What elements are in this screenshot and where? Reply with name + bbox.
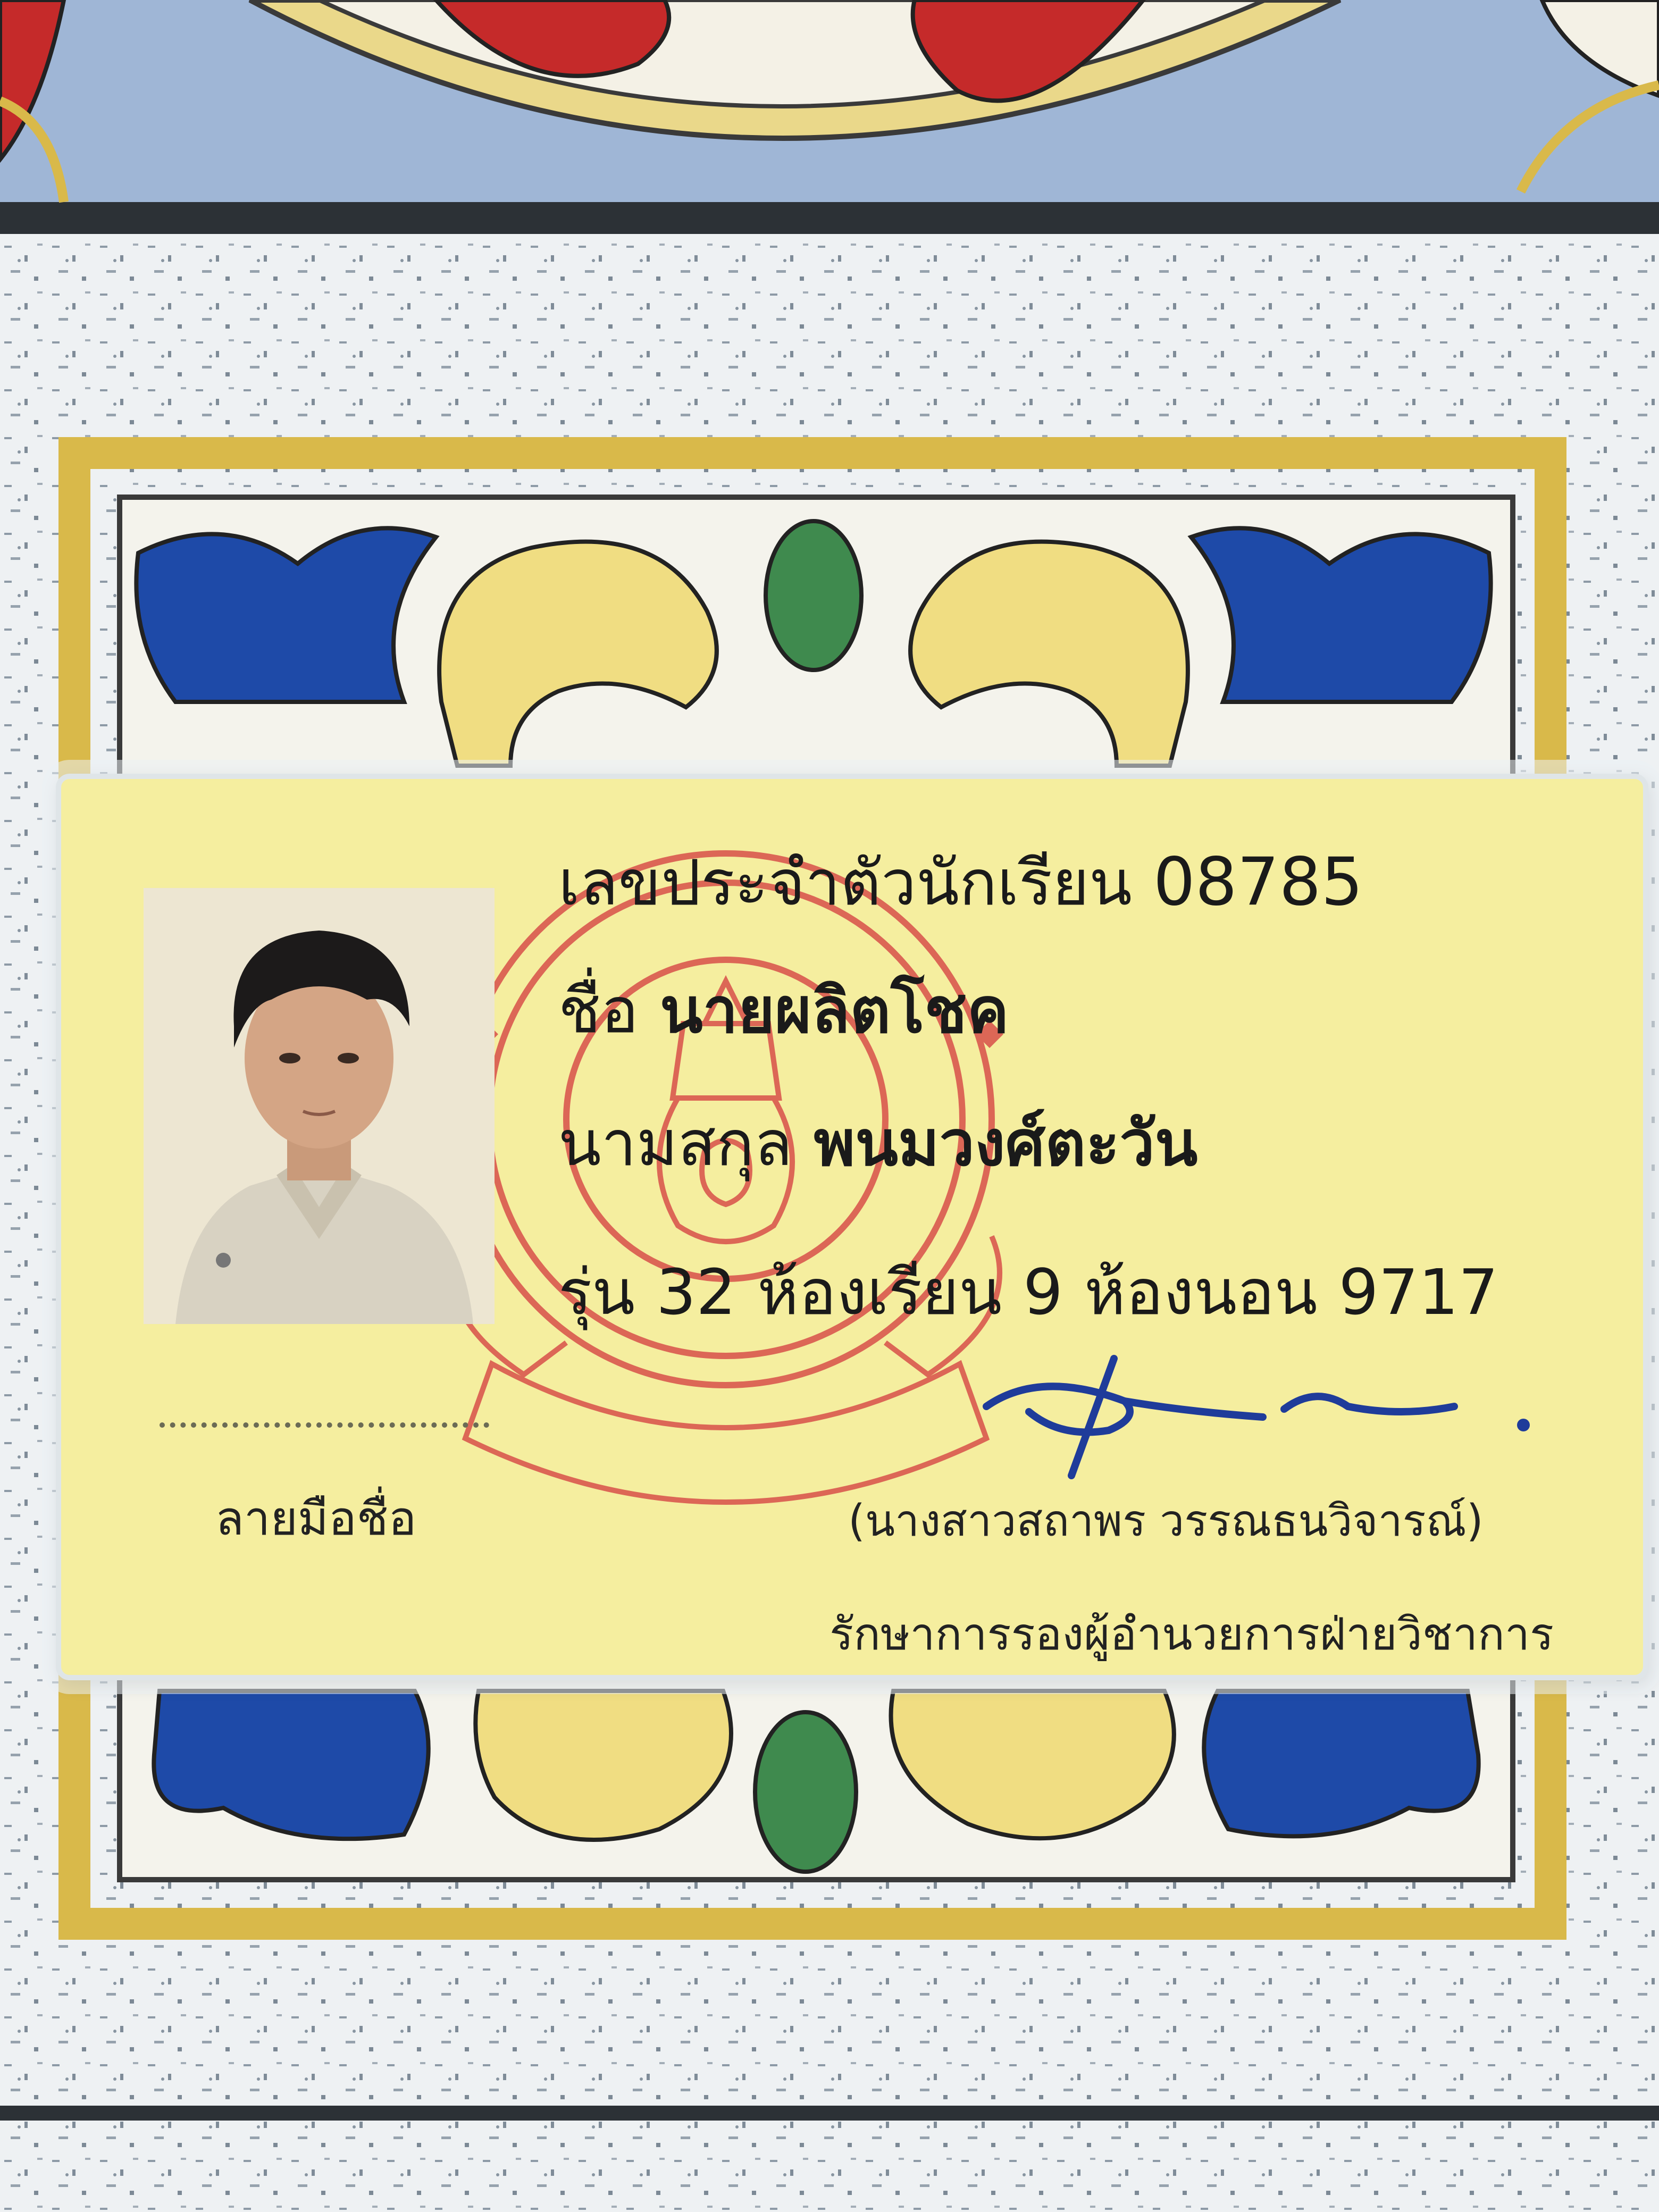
class-line: [558, 1242, 1498, 1342]
surname-value: พนมวงศ์ตะวัน: [814, 1107, 1198, 1180]
classroom-value: 9: [1023, 1255, 1063, 1329]
signer-position: รักษาการรองผู้อำนวยการฝ่ายวิชาการ: [830, 1608, 1554, 1660]
signature-dotted-line: [160, 1422, 489, 1428]
surname-line: [558, 1093, 1197, 1193]
handwritten-signature: [965, 1337, 1550, 1507]
batch-value: 32: [656, 1255, 736, 1329]
student-photo: [144, 888, 495, 1324]
batch-label: รุ่น: [558, 1255, 635, 1329]
student-id-line: [558, 832, 1363, 932]
dorm-label: ห้องนอน: [1084, 1255, 1318, 1329]
student-id-card: [56, 774, 1648, 1680]
dorm-value: 9717: [1338, 1255, 1498, 1329]
name-line: [558, 960, 1009, 1060]
student-id-value: 08785: [1153, 844, 1363, 920]
student-id-label: เลขประจำตัวนักเรียน: [558, 846, 1132, 919]
name-label: ชื่อ: [558, 974, 639, 1047]
signer-name: (นางสาวสถาพร วรรณธนวิจารณ์): [848, 1496, 1484, 1546]
classroom-label: ห้องเรียน: [757, 1255, 1002, 1329]
signature-label: ลายมือชื่อ: [215, 1491, 417, 1546]
name-value: นายผลิตโชค: [659, 974, 1009, 1047]
surname-label: นามสกุล: [558, 1107, 793, 1180]
